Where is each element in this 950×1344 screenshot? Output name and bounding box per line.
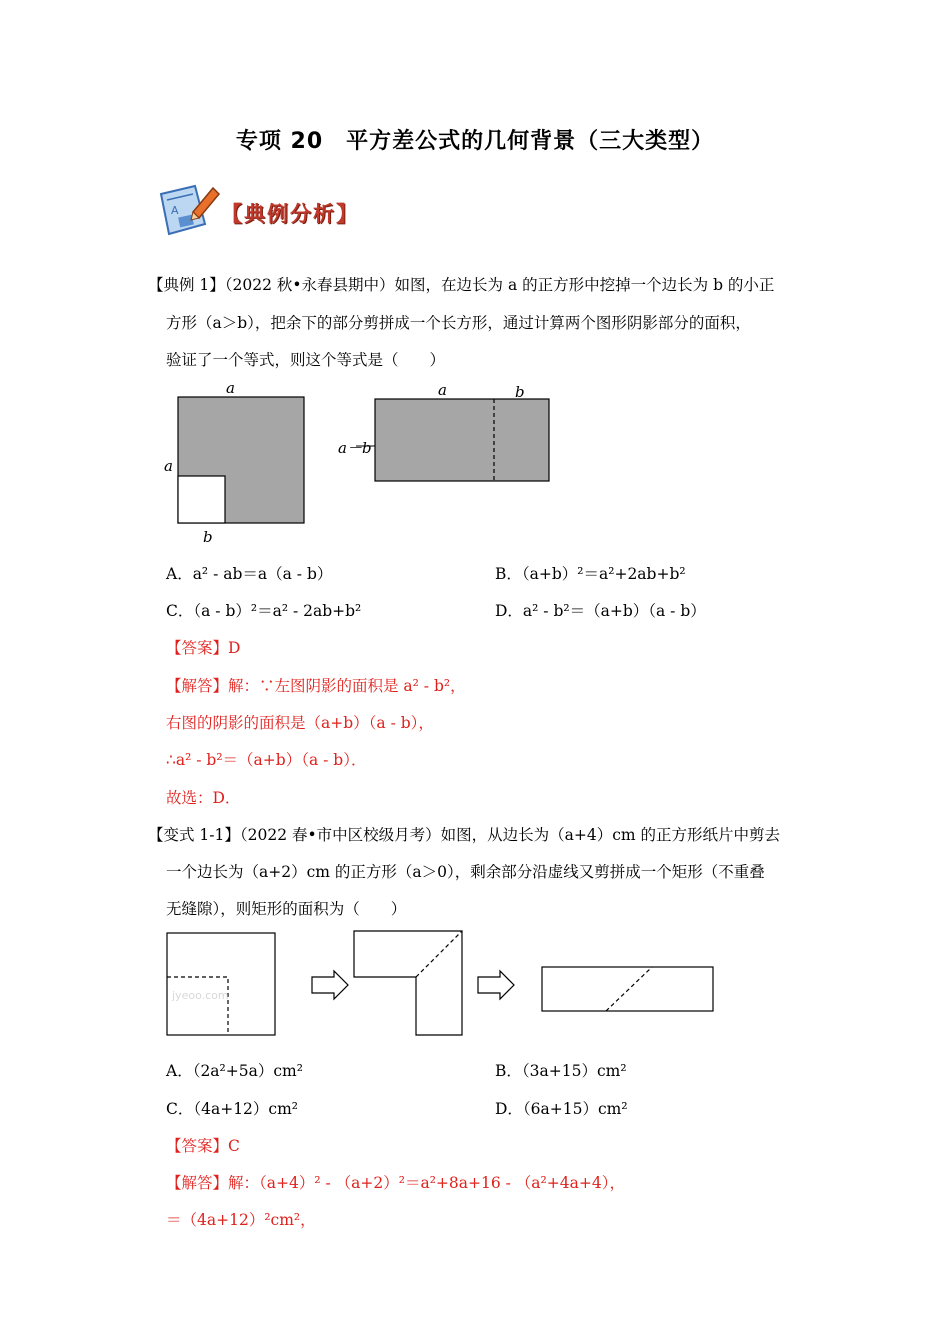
result-rectangle xyxy=(542,967,713,1011)
example1-option-c: C．（a - b）²＝a² - 2ab+b² xyxy=(166,602,362,620)
label-square-bottom: b xyxy=(203,528,213,546)
variant1-line-2: 一个边长为（a+2）cm 的正方形（a＞0），剩余部分沿虚线又剪拼成一个矩形（不重叠 xyxy=(166,863,765,881)
arrow-right-2 xyxy=(478,971,514,999)
variant1-figure xyxy=(160,925,720,1045)
page-title: 专项 20 平方差公式的几何背景（三大类型） xyxy=(235,129,715,154)
example1-line-2: 方形（a＞b），把余下的部分剪拼成一个长方形，通过计算两个图形阴影部分的面积， xyxy=(166,314,751,332)
example1-figure xyxy=(160,375,580,550)
label-rect-left: a－b xyxy=(338,439,372,457)
variant1-line-1: 【变式 1-1】（2022 春•市中区校级月考）如图，从边长为（a+4）cm 的正方形纸片中剪去 xyxy=(148,826,781,844)
rectangle-shaded xyxy=(375,399,549,481)
variant1-answer: 【答案】C xyxy=(166,1137,240,1155)
paper-square xyxy=(167,933,275,1035)
example1-line-1: 【典例 1】（2022 秋•永春县期中）如图，在边长为 a 的正方形中挖掉一个边长为 b 的小正 xyxy=(148,276,775,294)
example1-option-d: D．a² - b²＝（a+b）（a - b） xyxy=(495,602,706,620)
variant1-option-a: A．（2a²+5a）cm² xyxy=(166,1062,303,1080)
example1-solution-1: 【解答】解：∵左图阴影的面积是 a² - b²， xyxy=(166,677,466,695)
variant1-solution-1: 【解答】解：（a+4）² - （a+2）²＝a²+8a+16 - （a²+4a+4）， xyxy=(166,1174,625,1192)
variant1-option-d: D．（6a+15）cm² xyxy=(495,1100,628,1118)
variant1-figure-svg xyxy=(160,925,720,1045)
example1-option-b: B．（a+b）²＝a²+2ab+b² xyxy=(495,565,686,583)
example1-solution-4: 故选：D． xyxy=(166,789,241,807)
variant1-option-b: B．（3a+15）cm² xyxy=(495,1062,627,1080)
label-rect-top-b: b xyxy=(515,383,525,401)
example1-line-3: 验证了一个等式，则这个等式是（ ） xyxy=(166,351,446,369)
label-rect-top-a: a xyxy=(438,381,447,399)
arrow-right-1 xyxy=(312,971,348,999)
variant1-option-c: C．（4a+12）cm² xyxy=(166,1100,299,1118)
svg-text:A: A xyxy=(171,204,179,217)
variant1-line-3: 无缝隙），则矩形的面积为（ ） xyxy=(166,900,407,918)
label-square-left: a xyxy=(164,457,173,475)
label-square-top: a xyxy=(226,379,235,397)
example1-answer: 【答案】D xyxy=(166,639,241,657)
variant1-solution-2: ＝（4a+12）²cm²， xyxy=(166,1211,316,1229)
example1-option-a: A．a² - ab＝a（a - b） xyxy=(166,565,333,583)
example1-figure-svg xyxy=(160,375,580,550)
section-heading: 【典例分析】 xyxy=(221,202,359,226)
small-square-removed xyxy=(178,476,225,523)
example1-solution-2: 右图的阴影的面积是（a+b）（a - b）， xyxy=(166,714,434,732)
pencil-paper-icon xyxy=(155,180,221,242)
example1-solution-3: ∴a² - b²＝（a+b）（a - b）． xyxy=(166,751,367,769)
section-banner xyxy=(155,180,385,242)
watermark: jyeoo.com xyxy=(172,989,229,1002)
